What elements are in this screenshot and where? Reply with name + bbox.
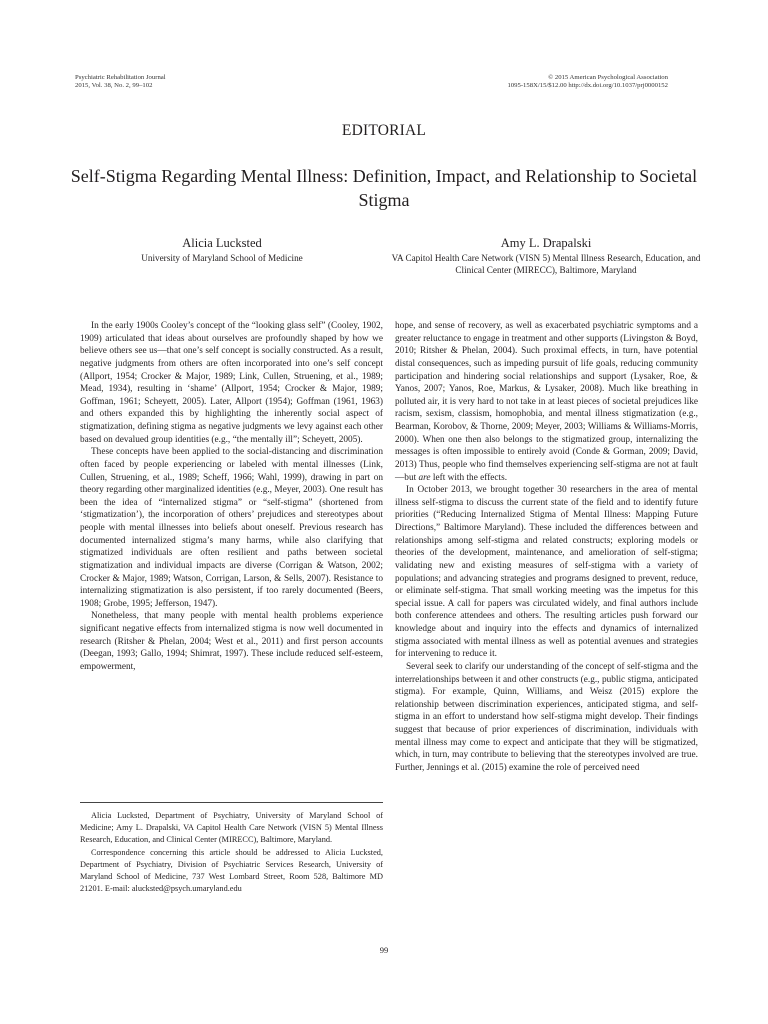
emphasis-text: are bbox=[418, 472, 431, 483]
running-header-left bbox=[75, 74, 166, 89]
body-column-right bbox=[395, 320, 698, 775]
body-paragraph: Several seek to clarify our understanding of the concept of self-stigma and the interrelationships between it and other constructs (e.g., public stigma, anticipated stigma). For example, Quinn, Williams, and Weisz (2015) explore the relationship between discrimination experiences, anticipated stigma, and self-stigma in an effort to understand how self-stigma might develop. Their findings suggest that because of prior experiences of discrimination, individuals with mental illness may come to expect and anticipate that they will be stigmatized, which, in turn, may contribute to believing that the stereotypes involved are true. Further, Jennings et al. (2015) examine the role of perceived need bbox=[395, 661, 698, 773]
body-paragraph: These concepts have been applied to the social-distancing and discrimination often faced by people experiencing or labeled with mental illnesses (Link, Cullen, Struening, et al., 1989; Scheff, 1966; Wahl, 1999), drawing in part on theory regarding other marginalized identities (e.g., Meyer, 2003). One result has been the idea of “internalized stigma” or “self-stigma” (shortened from ‘stigmatization’), the incorporation of others’ prejudices and stereotypes about people with mental illnesses into beliefs about oneself. Previous research has documented internalized stigma’s many harms, while also clarifying that stigmatized individuals are often resilient and paths between societal stigmatization and individual impacts are diverse (Corrigan & Watson, 2002; Crocker & Major, 1989; Watson, Corrigan, Larson, & Sells, 2007). Resistance to internalizing stigmatization is also persistent, if too rarely documented (Beers, 1908; Grobe, 1995; Jefferson, 1947). bbox=[80, 447, 383, 609]
body-column-left bbox=[80, 320, 383, 674]
author-block-1 bbox=[108, 235, 336, 264]
copyright-line: © 2015 American Psychological Association bbox=[548, 74, 668, 81]
footnote-divider bbox=[80, 802, 383, 803]
running-header-right bbox=[507, 74, 668, 89]
page-number: 99 bbox=[379, 945, 389, 955]
body-paragraph bbox=[395, 320, 698, 484]
volume-info: 2015, Vol. 38, No. 2, 99–102 bbox=[75, 81, 153, 89]
journal-name: Psychiatric Rehabilitation Journal bbox=[75, 74, 166, 81]
footnote-paragraph: Alicia Lucksted, Department of Psychiatry, University of Maryland School of Medicine; Amy L. Drapalski, VA Capitol Health Care Network (VISN 5) Mental Illness Research, Education, and Clinical Center (MIRECC), Baltimore, Maryland. bbox=[80, 811, 383, 845]
author-note bbox=[80, 810, 383, 895]
author-name: Amy L. Drapalski bbox=[500, 236, 592, 250]
footnote-paragraph: Correspondence concerning this article should be addressed to Alicia Lucksted, Department of Psychiatry, Division of Psychiatric Services Research, University of Maryland School of Medicine, 737 West Lombard Street, Room 528, Baltimore MD 21201. E-mail: alucksted@psych.umaryland.edu bbox=[80, 847, 383, 894]
author-name: Alicia Lucksted bbox=[182, 236, 262, 250]
paragraph-text: hope, and sense of recovery, as well as exacerbated psychiatric symptoms and a greater reluctance to engage in treatment and other supports (Livingston & Boyd, 2010; Ritsher & Phelan, 2004). Such proximal effects, in turn, have potential distal consequences, such as impeding pursuit of life goals, reducing community participation and hindering social relationships and support (Lysaker, Roe, & Yanos, 2007; Yanos, Roe, Markus, & Lysaker, 2008). Much like breathing in polluted air, it is very hard to not take in at least pieces of societal prejudices like racism, sexism, classism, homophobia, and mental illness stigmatization (e.g., Bearman, Korobov, & Thorne, 2009; Meyer, 2003; Williams & Williams-Morris, 2000). When one then also belongs to the stigmatized group, internalizing the messages is often impossible to entirely avoid (Conde & Gorman, 2009; David, 2013) Thus, people who find themselves experiencing self-stigma are not at fault—but bbox=[395, 321, 698, 483]
body-paragraph: In October 2013, we brought together 30 researchers in the area of mental illness self-stigma to discuss the current state of the field and to identify future priorities (“Reducing Internalized Stigma of Mental Illness: Mapping Future Directions,” Baltimore Maryland). These included the differences between and relationships among self-stigma and related constructs; exploring models or theories of the development, maintenance, and amelioration of self-stigma; validating new and existing measures of self-stigma with a variety of populations; and advancing strategies and programs designed to prevent, reduce, or eliminate self-stigma. That small working meeting was the impetus for this special issue. A call for papers was circulated widely, and final authors include both conference attendees and others. The resulting articles push forward our knowledge about and inquiry into the effects and dynamics of internalized stigma associated with mental illness as well as potential avenues and strategies for intervening to reduce it. bbox=[395, 485, 698, 660]
body-paragraph: In the early 1900s Cooley’s concept of the “looking glass self” (Cooley, 1902, 1909) articulated that ideas about ourselves are profoundly shaped by how we believe others see us—that one’s self concept is socially constructed. As a result, negative judgments from others are often incorporated into one’s self concept (Allport, 1954; Crocker & Major, 1989; Link, Cullen, Struening, et al., 1989; Mead, 1934), resulting in ‘shame’ (Allport, 1954; Crocker & Major, 1989; Goffman, 1961; Scheyett, 2005). Later, Allport (1954); Goffman (1961, 1963) and others expanded this by highlighting the inherently social aspect of stigmatization, defining stigma as negative judgments we levy against each other based on devalued group identities (e.g., “the mentally ill”; Scheyett, 2005). bbox=[80, 321, 383, 445]
article-title: Self-Stigma Regarding Mental Illness: Definition, Impact, and Relationship to Societal Stigma bbox=[70, 166, 698, 210]
author-affiliation: University of Maryland School of Medicine bbox=[141, 253, 303, 263]
author-affiliation: VA Capitol Health Care Network (VISN 5) Mental Illness Research, Education, and Clinical Center (MIRECC), Baltimore, Maryland bbox=[391, 253, 701, 275]
paragraph-text: left with the effects. bbox=[430, 472, 508, 483]
body-paragraph: Nonetheless, that many people with mental health problems experience significant negative effects from internalized stigma is now well documented in research (Ritsher & Phelan, 2004; West et al., 2011) and first person accounts (Deegan, 1993; Gallo, 1994; Shimrat, 1997). These include reduced self-esteem, empowerment, bbox=[80, 611, 383, 672]
doi-line: 1095-158X/15/$12.00 http://dx.doi.org/10.1037/prj0000152 bbox=[507, 81, 668, 89]
author-block-2 bbox=[388, 235, 704, 276]
section-label: EDITORIAL bbox=[341, 122, 427, 139]
